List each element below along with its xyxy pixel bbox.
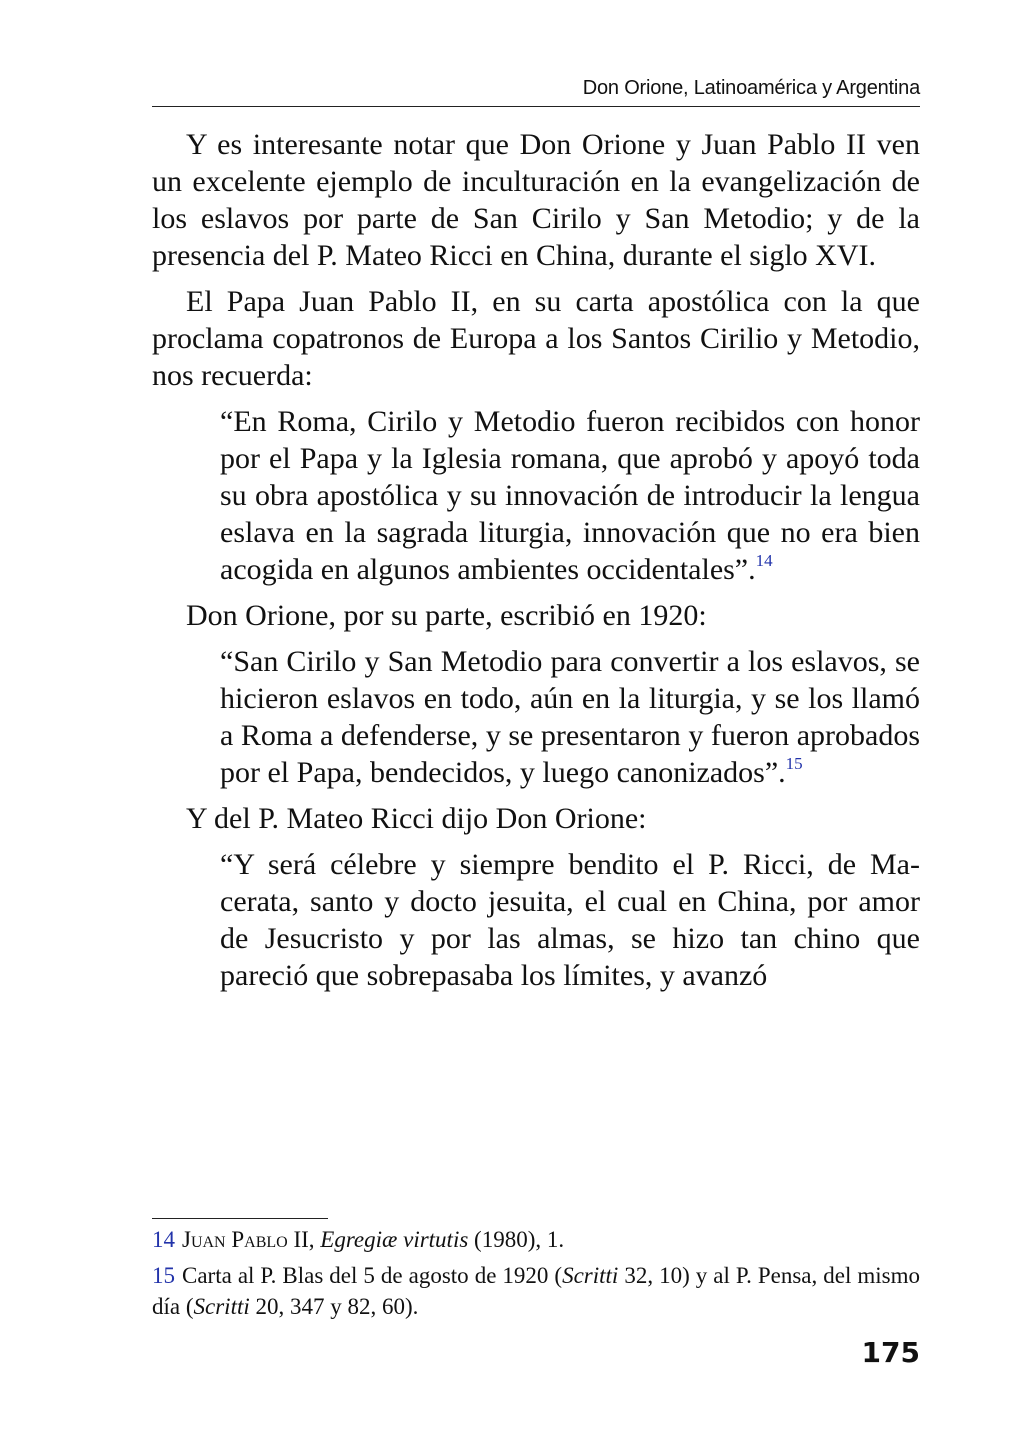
footnote-separator-comma: , <box>308 1227 315 1252</box>
running-header <box>152 72 920 107</box>
footnote-number[interactable]: 14 <box>152 1227 175 1252</box>
quote-2 <box>220 643 920 791</box>
footnote-author: Juan Pablo II <box>182 1227 309 1252</box>
footnote-text: 32, 10) y al P. Pensa, del mismo día ( <box>152 1263 920 1319</box>
page-number: 175 <box>861 1336 920 1369</box>
footnote-ref-14[interactable]: 14 <box>755 551 773 570</box>
quote-1-text: “En Roma, Cirilo y Metodio fueron recibidos con honor por el Papa y la Iglesia romana, que aprobó y apoyó toda su obra apostólica y su innovación de introducir la lengua eslava en la sagrada liturgia, innovación que no era bien acogida en algunos ambientes occidentales”. <box>220 405 920 586</box>
quote-1 <box>220 403 920 588</box>
footnotes <box>152 1224 920 1322</box>
footnote-text: Carta al P. Blas del 5 de agosto de 1920 ( <box>182 1263 563 1288</box>
footnote-15 <box>152 1260 920 1322</box>
paragraph-2: El Papa Juan Pablo II, en su carta apostólica con la que proclama copatronos de Europa a los Santos Cirilio y Metodio, nos recuerda: <box>152 285 920 392</box>
footnote-work-title: Egregiæ virtutis <box>320 1227 469 1252</box>
main-text <box>152 126 920 994</box>
paragraph-1: Y es interesante notar que Don Orione y Juan Pablo II ven un excelente ejemplo de inculturación en la evangelización de los eslavos por parte de San Cirilo y San Metodio; y de la presencia del P. Mateo Ricci en China, durante el siglo XVI. <box>152 128 920 272</box>
paragraph-3: Don Orione, por su parte, escribió en 1920: <box>186 599 707 632</box>
quote-2-text: “San Cirilo y San Metodio para convertir a los eslavos, se hicieron eslavos en todo, aún en la liturgia, y se los llamó a Roma a defenderse, y se presentaron y fueron aprobados por el Papa, bendecidos, y luego canonizados”. <box>220 645 920 789</box>
running-header-title: Don Orione, Latinoamérica y Argentina <box>582 77 920 99</box>
footnote-text: (1980), 1. <box>468 1227 565 1252</box>
footnote-ref-15[interactable]: 15 <box>785 754 803 773</box>
footnote-separator <box>152 1218 328 1219</box>
footnote-number[interactable]: 15 <box>152 1263 175 1288</box>
quote-3: “Y será célebre y siempre bendito el P. Ricci, de Macerata, santo y docto jesuita, el cual en China, por amor de Jesucristo y por las almas, se hizo tan chino que pareció que sobrepasaba los límites, y avanzó <box>220 848 920 992</box>
footnote-work-title: Scritti <box>193 1294 250 1319</box>
footnote-text: 20, 347 y 82, 60). <box>249 1294 419 1319</box>
footnote-work-title: Scritti <box>562 1263 619 1288</box>
footnote-14 <box>152 1224 920 1255</box>
paragraph-4: Y del P. Mateo Ricci dijo Don Orione: <box>186 802 647 835</box>
